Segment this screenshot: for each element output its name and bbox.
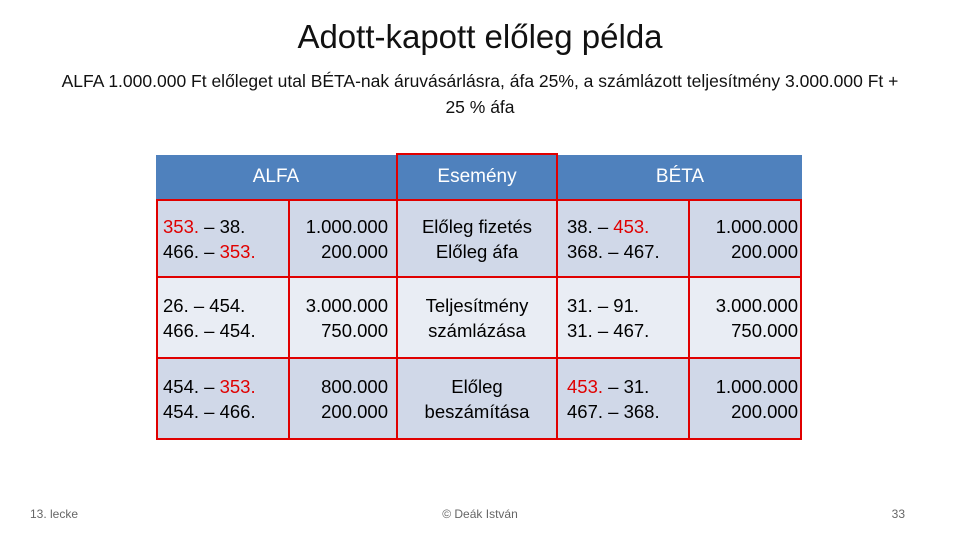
amount: 1.000.000 — [715, 375, 798, 397]
entry-account: 368. – 467. — [567, 240, 660, 262]
alfa-amounts-cell — [288, 199, 388, 278]
entry-account-red: 453. — [567, 375, 604, 397]
alfa-accounts-cell — [163, 199, 288, 278]
entry-line — [567, 318, 692, 343]
event-cell — [396, 199, 558, 278]
entry-line — [567, 214, 692, 239]
entry-account: 467. – 368. — [567, 400, 660, 422]
beta-amounts-cell — [692, 357, 798, 440]
event-line: számlázása — [428, 319, 526, 341]
event-line: Teljesítmény — [425, 294, 529, 316]
column-divider — [688, 199, 690, 440]
entry-line — [163, 214, 288, 239]
amount: 750.000 — [731, 319, 798, 341]
event-cell — [396, 357, 558, 440]
entry-line — [163, 239, 288, 264]
amount: 200.000 — [321, 400, 388, 422]
entry-line — [163, 399, 288, 424]
event-line: beszámítása — [424, 400, 530, 422]
amount: 1.000.000 — [715, 215, 798, 237]
beta-accounts-cell — [567, 199, 692, 278]
entry-account: 31. – 467. — [567, 319, 650, 341]
event-line: Előleg fizetés — [421, 215, 533, 237]
beta-amounts-cell — [692, 278, 798, 357]
event-line: Előleg — [451, 375, 503, 397]
entry-line — [567, 293, 692, 318]
header-alfa: ALFA — [156, 155, 396, 199]
entry-account: 454. – — [163, 375, 220, 397]
entry-line — [567, 399, 692, 424]
entry-account: – 38. — [199, 215, 246, 237]
alfa-accounts-cell — [163, 278, 288, 357]
amount: 3.000.000 — [305, 294, 388, 316]
entry-account: 38. – — [567, 215, 614, 237]
amount: 800.000 — [321, 375, 388, 397]
entry-line — [163, 374, 288, 399]
entry-account-red: 453. — [613, 215, 650, 237]
entry-account: 454. – 466. — [163, 400, 256, 422]
entry-line — [163, 293, 288, 318]
alfa-amounts-cell — [288, 357, 388, 440]
entry-account: 26. – 454. — [163, 294, 246, 316]
amount: 200.000 — [321, 240, 388, 262]
accounting-table — [156, 155, 802, 440]
entry-account-red: 353. — [163, 215, 200, 237]
alfa-accounts-cell — [163, 357, 288, 440]
entry-account: 31. – 91. — [567, 294, 640, 316]
column-divider — [288, 199, 290, 440]
footer-author: © Deák István — [442, 507, 518, 521]
slide-subtitle: ALFA 1.000.000 Ft előleget utal BÉTA-nak áruvásárlásra, áfa 25%, a számlázott teljesítmény 3.000.000 Ft + 25 % áfa — [61, 71, 899, 117]
amount: 1.000.000 — [305, 215, 388, 237]
entry-line — [567, 239, 692, 264]
slide-title: Adott-kapott előleg példa — [297, 18, 663, 55]
event-cell — [396, 278, 558, 357]
entry-line — [567, 374, 692, 399]
alfa-amounts-cell — [288, 278, 388, 357]
amount: 200.000 — [731, 240, 798, 262]
entry-account: 466. – 454. — [163, 319, 256, 341]
header-event: Esemény — [396, 155, 558, 199]
entry-account-red: 353. — [219, 240, 256, 262]
entry-account-red: 353. — [219, 375, 256, 397]
header-beta: BÉTA — [558, 155, 802, 199]
entry-line — [163, 318, 288, 343]
event-line: Előleg áfa — [435, 240, 519, 262]
entry-account: – 31. — [603, 375, 650, 397]
beta-amounts-cell — [692, 199, 798, 278]
footer-page-number: 33 — [891, 507, 905, 521]
entry-account: 466. – — [163, 240, 220, 262]
footer-lesson: 13. lecke — [30, 507, 79, 521]
amount: 3.000.000 — [715, 294, 798, 316]
beta-accounts-cell — [567, 357, 692, 440]
beta-accounts-cell — [567, 278, 692, 357]
amount: 200.000 — [731, 400, 798, 422]
amount: 750.000 — [321, 319, 388, 341]
